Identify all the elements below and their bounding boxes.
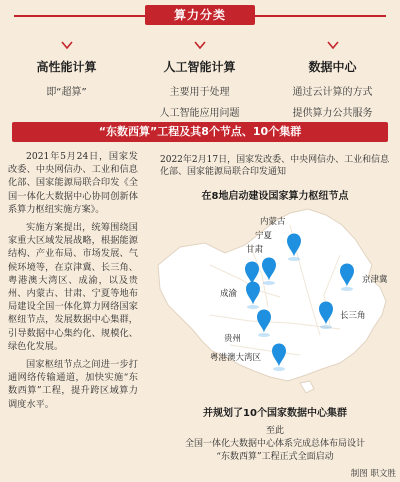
chevron-down-icon — [327, 39, 339, 51]
chevron-down-icon — [61, 39, 73, 51]
left-article — [8, 150, 138, 416]
node-label-neimenggu: 内蒙古 — [260, 217, 286, 227]
pin-icon-ningxia — [262, 258, 276, 286]
pin-icon-chengyu — [246, 282, 260, 310]
node-label-jingjinji: 京津冀 — [362, 275, 388, 285]
pin-icon-guizhou — [257, 310, 271, 338]
category-title: 人工智能计算 — [163, 60, 236, 74]
category-datacenter — [266, 36, 399, 119]
closing-line: 全国一体化大数据中心体系完成总体布局设计 — [184, 439, 365, 449]
category-desc: 即“超算” — [46, 87, 87, 98]
category-ai — [133, 36, 266, 119]
category-title: 高性能计算 — [36, 60, 97, 74]
chevron-down-icon — [194, 39, 206, 51]
header-title: 算力分类 — [145, 5, 255, 25]
category-title: 数据中心 — [308, 60, 357, 74]
map-title: 在8地启动建设国家算力枢纽节点 — [201, 191, 349, 202]
category-desc: 提供算力公共服务 — [292, 108, 373, 119]
header-bar — [0, 5, 400, 25]
map-intro: 2022年2月17日，国家发改委、中央网信办、工业和信息化部、国家能源局联合印发通知 — [160, 155, 390, 177]
node-label-gansu: 甘肃 — [246, 245, 264, 255]
china-map — [150, 205, 400, 400]
credit-line: 制图 职文胜 — [350, 469, 396, 479]
category-desc: 主要用于处理 — [169, 87, 230, 98]
node-label-changsanjiao: 长三角 — [340, 311, 366, 321]
closing-line: “东数西算”工程正式全面启动 — [216, 452, 334, 462]
pin-icon-neimenggu — [287, 234, 301, 262]
pin-icon-changsanjiao — [319, 302, 333, 330]
node-label-guizhou: 贵州 — [224, 334, 242, 344]
clusters-title: 并规划了10个国家数据中心集群 — [203, 408, 347, 419]
category-desc: 人工智能应用问题 — [159, 108, 240, 119]
category-hpc — [0, 36, 133, 98]
node-label-yuegangao: 粤港澳大湾区 — [210, 353, 262, 363]
node-pins — [150, 205, 400, 400]
article-paragraph: 国家枢纽节点之间进一步打通网络传输通道，加快实施“东数西算”工程，提升跨区域算力调度水平。 — [8, 359, 138, 410]
pin-icon-yuegangao — [272, 344, 286, 372]
node-label-ningxia: 宁夏 — [255, 231, 273, 241]
pin-icon-jingjinji — [340, 264, 354, 292]
article-paragraph: 实施方案提出，统筹围绕国家重大区域发展战略，根据能源结构、产业布局、市场发展、气候环境等，在京津冀、长三角、粤港澳大湾区、成渝，以及贵州、内蒙古、甘肃、宁夏等地布局建设全国一体化算力网络国家枢纽节点，发展数据中心集群，引导数据中心集约化、规模化、绿色化发展。 — [8, 222, 138, 352]
section-title: “东数西算”工程及其8个节点、10个集群 — [12, 122, 388, 142]
closing-text — [155, 425, 395, 464]
article-paragraph: 2021年5月24日，国家发改委、中央网信办、工业和信息化部、国家能源局联合印发《全国一体化大数据中心协同创新体系算力枢纽实施方案》。 — [8, 151, 138, 215]
node-label-chengyu: 成渝 — [220, 289, 238, 299]
category-desc: 通过云计算的方式 — [292, 87, 373, 98]
closing-line: 至此 — [265, 426, 284, 436]
